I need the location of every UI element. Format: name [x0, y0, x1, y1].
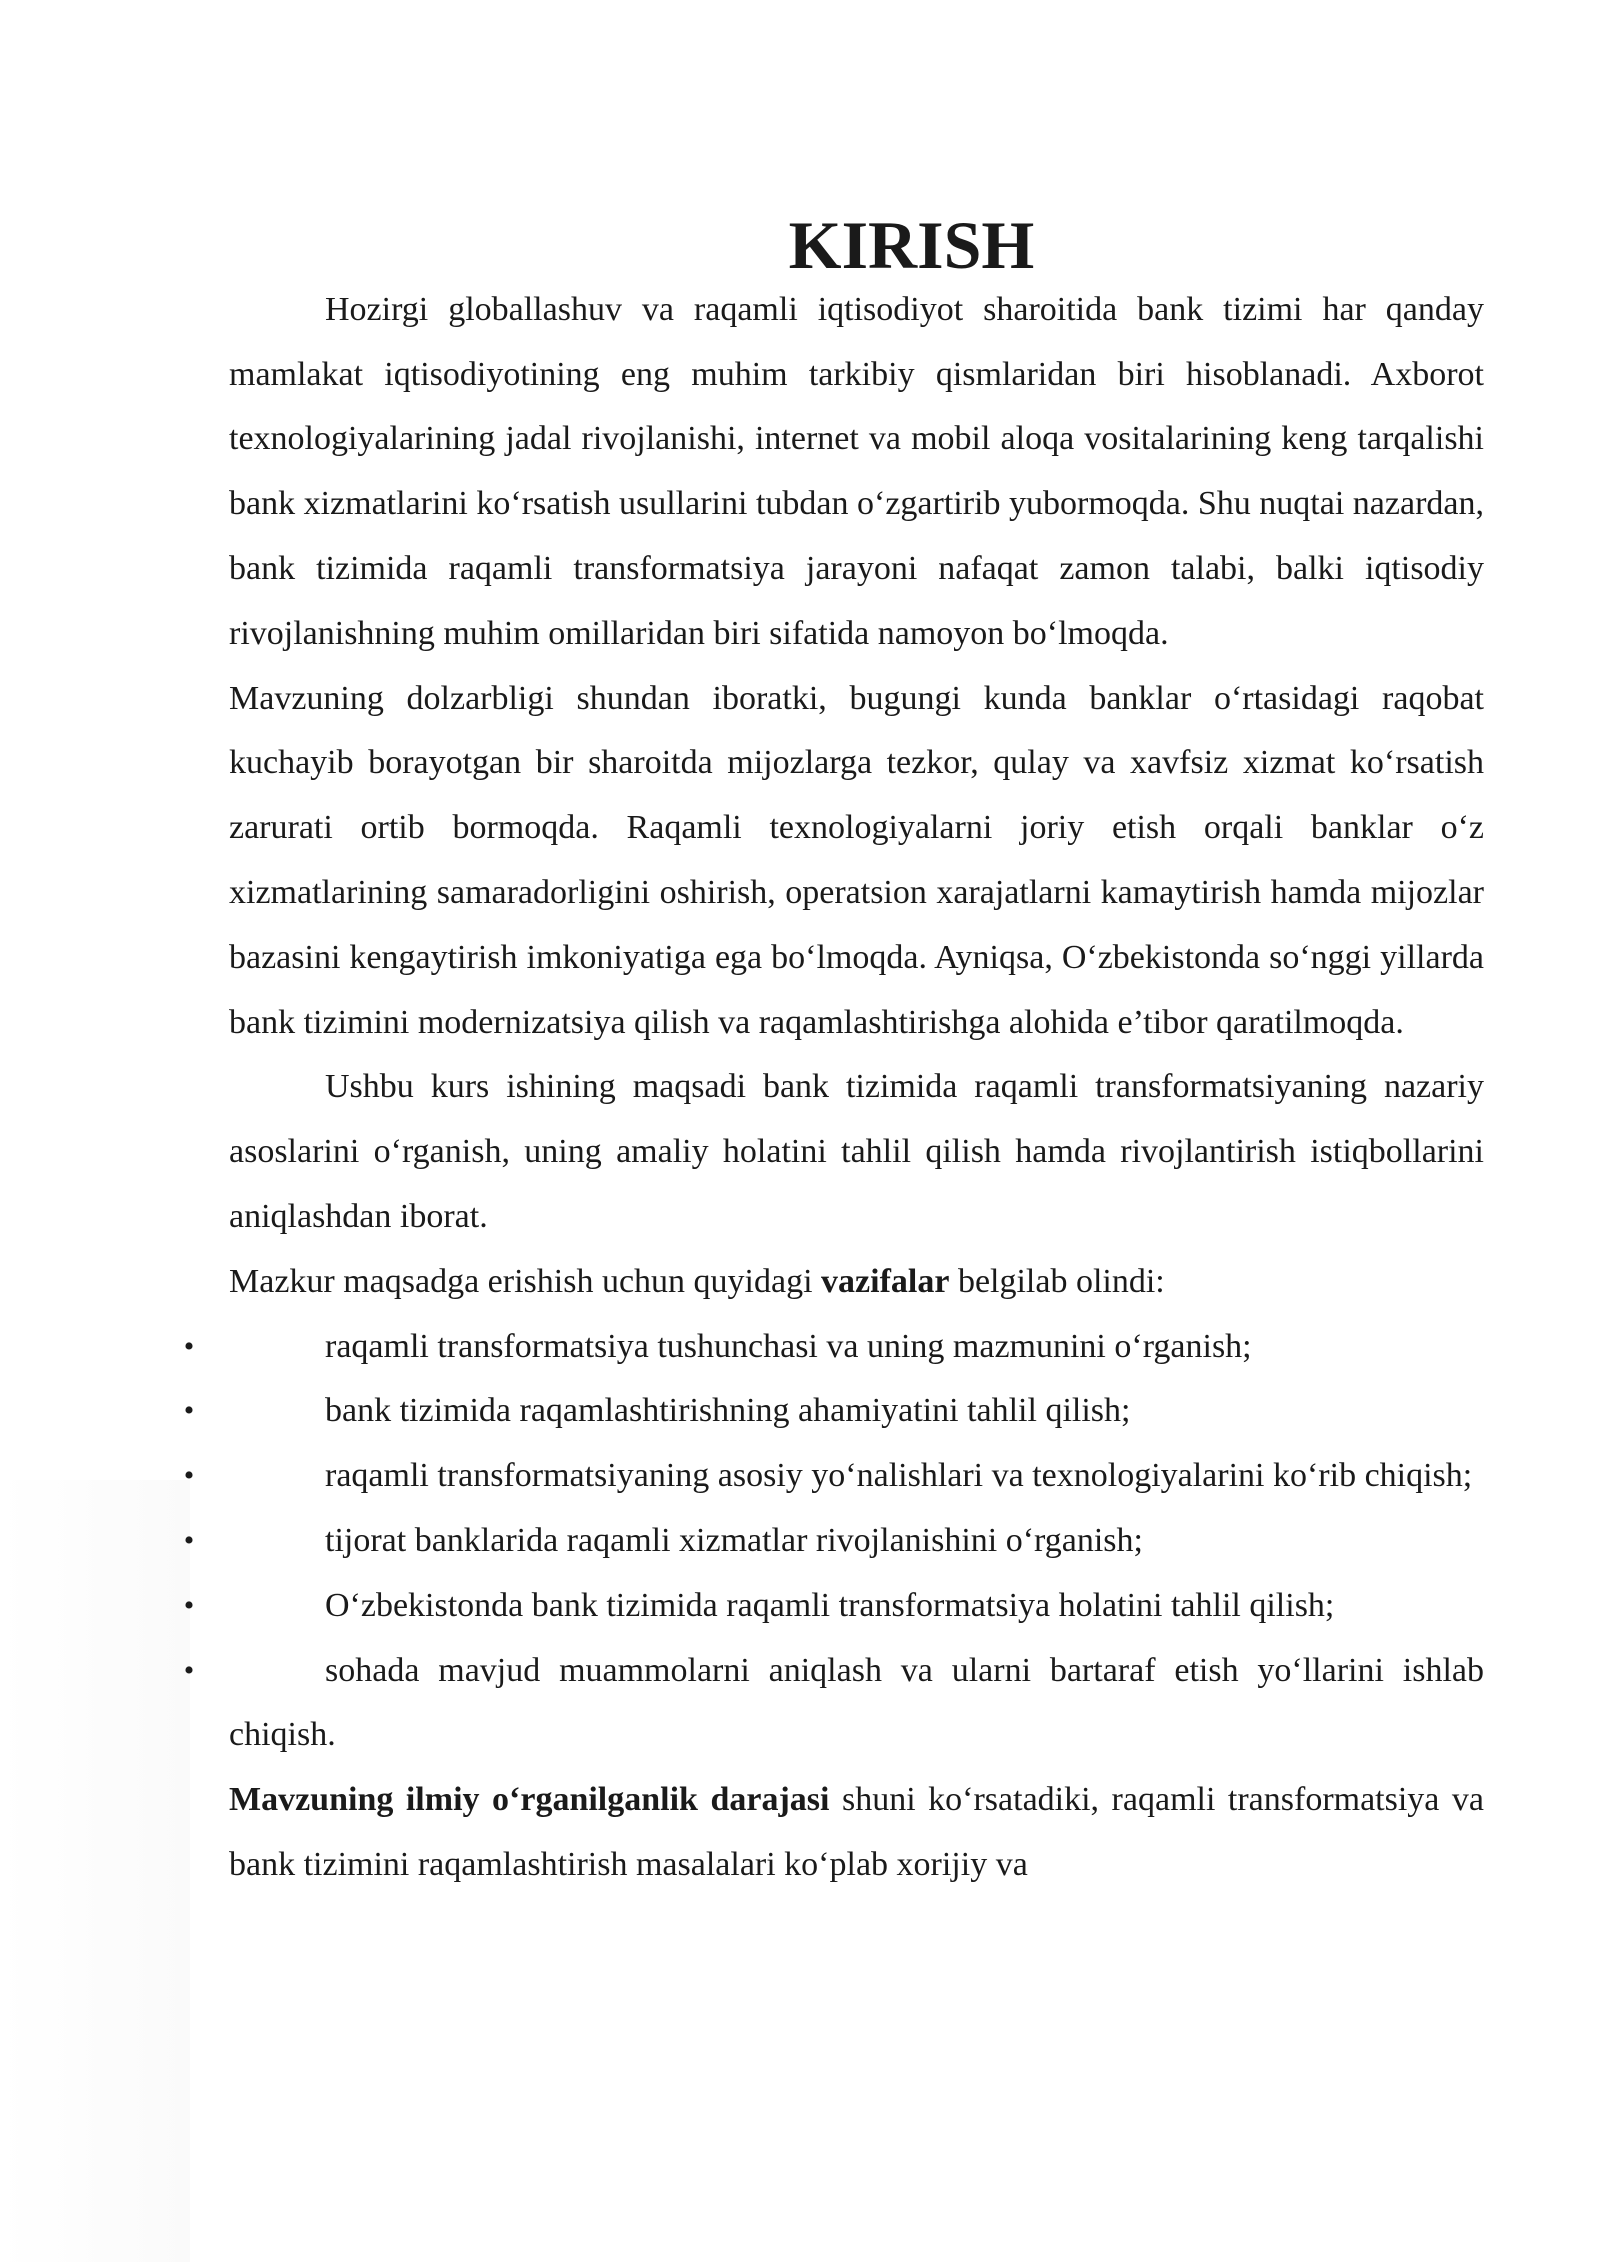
intro-paragraph: Hozirgi globallashuv va raqamli iqtisodiyot sharoitida bank tizimi har qanday mamlakat iqtisodiyotining eng muhim tarkibiy qismlaridan biri hisoblanadi. Axborot texnologiyalarining jadal rivojlanishi, internet va mobil aloqa vositalarining keng tarqalishi bank xizmatlarini ko‘rsatish usullarini tubdan o‘zgartirib yubormoqda. Shu nuqtai nazardan, bank tizimida raqamli transformatsiya jarayoni nafaqat zamon talabi, balki iqtisodiy rivojlanishning muhim omillaridan biri sifatida namoyon bo‘lmoqda.	[229, 290, 1484, 652]
bullet-icon: •	[183, 1394, 195, 1428]
page-content	[183, 207, 1484, 1898]
tasks-intro-text: Mazkur maqsadga erishish uchun quyidagi	[229, 1262, 822, 1300]
list-item-text: tijorat banklarida raqamli xizmatlar rivojlanishini o‘rganish;	[325, 1521, 1143, 1559]
bullet-icon: •	[183, 1459, 195, 1493]
goal-paragraph: Ushbu kurs ishining maqsadi bank tizimida raqamli transformatsiyaning nazariy asoslarini o‘rganish, uning amaliy holatini tahlil qilish hamda rivojlantirish istiqbollarini aniqlashdan iborat.	[229, 1068, 1484, 1235]
research-degree-paragraph	[229, 1768, 1484, 1898]
list-item	[183, 1315, 1484, 1380]
research-degree-heading: Mavzuning ilmiy o‘rganilganlik darajasi	[229, 1781, 830, 1819]
list-item-text: raqamli transformatsiya tushunchasi va uning mazmunini o‘rganish;	[325, 1327, 1252, 1365]
tasks-keyword: vazifalar	[821, 1262, 950, 1300]
list-item-text: O‘zbekistonda bank tizimida raqamli transformatsiya holatini tahlil qilish;	[325, 1586, 1335, 1624]
bullet-icon: •	[183, 1329, 195, 1363]
list-item	[183, 1379, 1484, 1444]
bullet-icon: •	[183, 1588, 195, 1622]
list-item-text: bank tizimida raqamlashtirishning ahamiyatini tahlil qilish;	[325, 1392, 1131, 1430]
bullet-icon: •	[183, 1523, 195, 1557]
relevance-paragraph: Mavzuning dolzarbligi shundan iboratki, bugungi kunda banklar o‘rtasidagi raqobat kuchayib borayotgan bir sharoitda mijozlarga tezkor, qulay va xavfsiz xizmat ko‘rsatish zarurati ortib bormoqda. Raqamli texnologiyalarni joriy etish orqali banklar o‘z xizmatlarining samaradorligini oshirish, operatsion xarajatlarni kamaytirish hamda mijozlar bazasini kengaytirish imkoniyatiga ega bo‘lmoqda. Ayniqsa, O‘zbekistonda so‘nggi yillarda bank tizimini modernizatsiya qilish va raqamlashtirishga alohida e’tibor qaratilmoqda.	[229, 679, 1484, 1041]
bullet-icon: •	[183, 1653, 195, 1687]
tasks-intro-paragraph	[229, 1250, 1484, 1315]
research-degree-text: shuni ko‘rsatadiki, raqamli transformatsiya va bank tizimini raqamlashtirish masalalari ko‘plab xorijiy va	[229, 1781, 1484, 1883]
list-item	[183, 1574, 1484, 1639]
list-item	[183, 1509, 1484, 1574]
page-edge-shadow	[0, 1480, 190, 2262]
tasks-list	[183, 1315, 1484, 1769]
tasks-intro-tail: belgilab olindi:	[949, 1262, 1165, 1300]
list-item	[183, 1639, 1484, 1769]
list-item-text: raqamli transformatsiyaning asosiy yo‘nalishlari va texnologiyalarini ko‘rib chiqish;	[325, 1457, 1473, 1495]
list-item	[183, 1444, 1484, 1509]
list-item-text: sohada mavjud muammolarni aniqlash va ularni bartaraf etish yo‘llarini ishlab chiqish.	[229, 1651, 1484, 1754]
section-title: KIRISH	[788, 207, 1035, 283]
